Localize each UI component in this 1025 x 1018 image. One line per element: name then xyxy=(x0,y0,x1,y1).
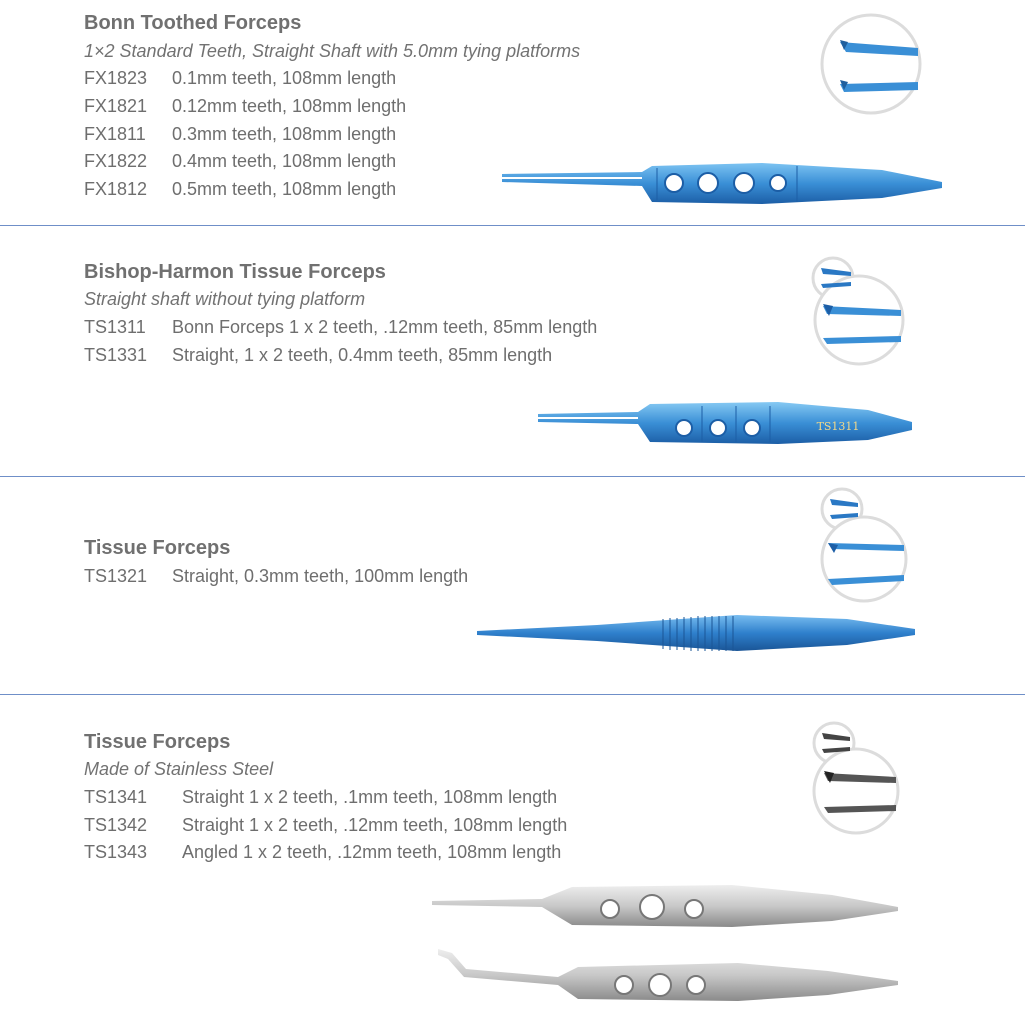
product-code: TS1342 xyxy=(84,815,148,835)
product-description: Angled 1 x 2 teeth, .12mm teeth, 108mm length xyxy=(182,842,562,862)
list-item xyxy=(84,787,558,808)
forceps-image xyxy=(502,160,946,206)
list-item xyxy=(84,124,397,145)
product-description: 0.1mm teeth, 108mm length xyxy=(172,68,397,88)
section-title: Bishop-Harmon Tissue Forceps xyxy=(84,261,386,283)
section-title: Tissue Forceps xyxy=(84,537,231,559)
section-title: Tissue Forceps xyxy=(84,731,231,753)
tip-detail-image xyxy=(806,721,898,839)
product-section-bonn xyxy=(0,0,1025,226)
list-item xyxy=(84,151,397,172)
product-code: TS1311 xyxy=(84,317,146,337)
forceps-image xyxy=(538,398,914,446)
product-code: TS1341 xyxy=(84,787,148,807)
product-code: FX1822 xyxy=(84,151,148,171)
list-item xyxy=(84,96,407,117)
product-code: FX1811 xyxy=(84,124,146,144)
list-item xyxy=(84,345,553,366)
list-item xyxy=(84,842,562,863)
product-code: FX1821 xyxy=(84,96,148,116)
product-code: TS1321 xyxy=(84,566,148,586)
section-subtitle: 1×2 Standard Teeth, Straight Shaft with 5.0mm tying platforms xyxy=(84,41,581,61)
product-description: Straight, 0.3mm teeth, 100mm length xyxy=(172,566,469,586)
list-item xyxy=(84,566,469,587)
product-description: 0.5mm teeth, 108mm length xyxy=(172,179,397,199)
product-description: Straight, 1 x 2 teeth, 0.4mm teeth, 85mm length xyxy=(172,345,553,365)
product-code: TS1331 xyxy=(84,345,148,365)
product-code: TS1343 xyxy=(84,842,148,862)
tip-detail-image xyxy=(818,12,924,116)
product-description: 0.12mm teeth, 108mm length xyxy=(172,96,407,116)
product-code: FX1812 xyxy=(84,179,148,199)
list-item xyxy=(84,68,397,89)
forceps-image-straight xyxy=(432,881,900,929)
product-description: Straight 1 x 2 teeth, .1mm teeth, 108mm length xyxy=(182,787,558,807)
product-code: FX1823 xyxy=(84,68,148,88)
product-description: 0.4mm teeth, 108mm length xyxy=(172,151,397,171)
section-subtitle: Made of Stainless Steel xyxy=(84,759,274,779)
list-item xyxy=(84,179,397,200)
section-subtitle: Straight shaft without tying platform xyxy=(84,289,366,309)
product-description: Bonn Forceps 1 x 2 teeth, .12mm teeth, 85mm length xyxy=(172,317,598,337)
list-item xyxy=(84,815,568,836)
list-item xyxy=(84,317,598,338)
tip-detail-image xyxy=(818,487,908,607)
product-description: 0.3mm teeth, 108mm length xyxy=(172,124,397,144)
product-section-bishop-harmon xyxy=(0,226,1025,476)
product-section-tissue xyxy=(0,477,1025,694)
forceps-image-angled xyxy=(438,945,900,1005)
tip-detail-image xyxy=(805,256,905,368)
product-section-stainless xyxy=(0,695,1025,1018)
forceps-image xyxy=(477,611,917,653)
product-description: Straight 1 x 2 teeth, .12mm teeth, 108mm length xyxy=(182,815,568,835)
engraving-text: TS1311 xyxy=(816,420,860,433)
section-title: Bonn Toothed Forceps xyxy=(84,12,302,34)
